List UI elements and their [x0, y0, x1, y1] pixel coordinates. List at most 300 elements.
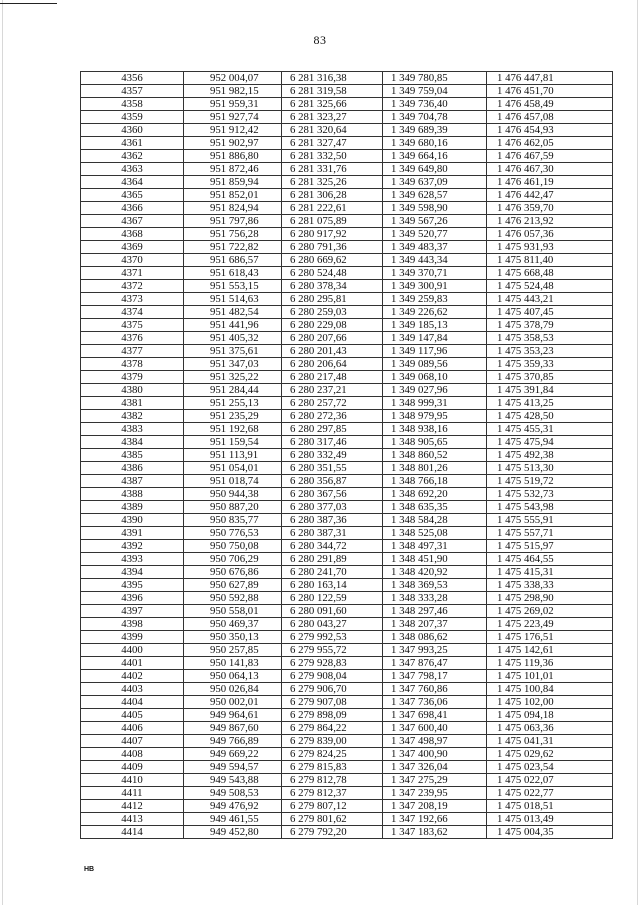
table-row	[81, 85, 613, 98]
x-coordinate-cell: 952 004,07	[184, 72, 282, 85]
x2-coordinate-cell: 1 349 520,77	[383, 228, 487, 241]
x-coordinate-cell: 949 594,57	[184, 761, 282, 774]
table-row	[81, 111, 613, 124]
table-row	[81, 566, 613, 579]
y2-coordinate-cell: 1 475 022,77	[487, 787, 613, 800]
point-number-cell: 4392	[81, 540, 184, 553]
x-coordinate-cell: 951 553,15	[184, 280, 282, 293]
x2-coordinate-cell: 1 348 999,31	[383, 397, 487, 410]
table-row	[81, 787, 613, 800]
point-number-cell: 4378	[81, 358, 184, 371]
x-coordinate-cell: 951 797,86	[184, 215, 282, 228]
y2-coordinate-cell: 1 475 513,30	[487, 462, 613, 475]
y-coordinate-cell: 6 279 864,22	[282, 722, 383, 735]
x-coordinate-cell: 951 347,03	[184, 358, 282, 371]
x-coordinate-cell: 950 026,84	[184, 683, 282, 696]
table-row	[81, 774, 613, 787]
point-number-cell: 4408	[81, 748, 184, 761]
x-coordinate-cell: 951 235,29	[184, 410, 282, 423]
point-number-cell: 4401	[81, 657, 184, 670]
y-coordinate-cell: 6 280 207,66	[282, 332, 383, 345]
x2-coordinate-cell: 1 349 637,09	[383, 176, 487, 189]
x-coordinate-cell: 950 558,01	[184, 605, 282, 618]
point-number-cell: 4403	[81, 683, 184, 696]
x2-coordinate-cell: 1 348 692,20	[383, 488, 487, 501]
x2-coordinate-cell: 1 349 664,16	[383, 150, 487, 163]
x-coordinate-cell: 951 886,80	[184, 150, 282, 163]
y2-coordinate-cell: 1 475 378,79	[487, 319, 613, 332]
x2-coordinate-cell: 1 347 760,86	[383, 683, 487, 696]
y-coordinate-cell: 6 280 229,08	[282, 319, 383, 332]
y-coordinate-cell: 6 280 291,89	[282, 553, 383, 566]
x-coordinate-cell: 950 706,29	[184, 553, 282, 566]
y-coordinate-cell: 6 281 325,26	[282, 176, 383, 189]
y-coordinate-cell: 6 281 325,66	[282, 98, 383, 111]
point-number-cell: 4414	[81, 826, 184, 839]
table-row	[81, 813, 613, 826]
y2-coordinate-cell: 1 475 013,49	[487, 813, 613, 826]
y2-coordinate-cell: 1 476 451,70	[487, 85, 613, 98]
x-coordinate-cell: 951 982,15	[184, 85, 282, 98]
table-row	[81, 800, 613, 813]
point-number-cell: 4384	[81, 436, 184, 449]
table-row	[81, 98, 613, 111]
point-number-cell: 4393	[81, 553, 184, 566]
x-coordinate-cell: 951 514,63	[184, 293, 282, 306]
y-coordinate-cell: 6 280 091,60	[282, 605, 383, 618]
y2-coordinate-cell: 1 476 057,36	[487, 228, 613, 241]
table-row	[81, 358, 613, 371]
x2-coordinate-cell: 1 348 333,28	[383, 592, 487, 605]
x-coordinate-cell: 951 852,01	[184, 189, 282, 202]
table-row	[81, 527, 613, 540]
x2-coordinate-cell: 1 349 443,34	[383, 254, 487, 267]
table-row	[81, 579, 613, 592]
y2-coordinate-cell: 1 475 811,40	[487, 254, 613, 267]
x2-coordinate-cell: 1 348 635,35	[383, 501, 487, 514]
x-coordinate-cell: 951 405,32	[184, 332, 282, 345]
x2-coordinate-cell: 1 347 600,40	[383, 722, 487, 735]
x-coordinate-cell: 950 627,89	[184, 579, 282, 592]
y2-coordinate-cell: 1 475 094,18	[487, 709, 613, 722]
point-number-cell: 4371	[81, 267, 184, 280]
table-row	[81, 683, 613, 696]
y2-coordinate-cell: 1 476 213,92	[487, 215, 613, 228]
x-coordinate-cell: 950 944,38	[184, 488, 282, 501]
point-number-cell: 4388	[81, 488, 184, 501]
y2-coordinate-cell: 1 475 102,00	[487, 696, 613, 709]
x-coordinate-cell: 949 476,92	[184, 800, 282, 813]
table-row	[81, 176, 613, 189]
point-number-cell: 4409	[81, 761, 184, 774]
x-coordinate-cell: 949 867,60	[184, 722, 282, 735]
x-coordinate-cell: 951 959,31	[184, 98, 282, 111]
x-coordinate-cell: 951 722,82	[184, 241, 282, 254]
y2-coordinate-cell: 1 475 142,61	[487, 644, 613, 657]
x2-coordinate-cell: 1 347 239,95	[383, 787, 487, 800]
page-number: 83	[313, 33, 327, 47]
y-coordinate-cell: 6 280 367,56	[282, 488, 383, 501]
point-number-cell: 4391	[81, 527, 184, 540]
point-number-cell: 4368	[81, 228, 184, 241]
table-row	[81, 124, 613, 137]
x-coordinate-cell: 951 054,01	[184, 462, 282, 475]
y-coordinate-cell: 6 281 075,89	[282, 215, 383, 228]
point-number-cell: 4363	[81, 163, 184, 176]
y2-coordinate-cell: 1 475 931,93	[487, 241, 613, 254]
table-row	[81, 644, 613, 657]
y2-coordinate-cell: 1 475 176,51	[487, 631, 613, 644]
x-coordinate-cell: 950 141,83	[184, 657, 282, 670]
x-coordinate-cell: 951 859,94	[184, 176, 282, 189]
x-coordinate-cell: 950 002,01	[184, 696, 282, 709]
y2-coordinate-cell: 1 475 223,49	[487, 618, 613, 631]
x-coordinate-cell: 950 257,85	[184, 644, 282, 657]
x2-coordinate-cell: 1 349 680,16	[383, 137, 487, 150]
x-coordinate-cell: 949 508,53	[184, 787, 282, 800]
point-number-cell: 4361	[81, 137, 184, 150]
x-coordinate-cell: 951 255,13	[184, 397, 282, 410]
point-number-cell: 4385	[81, 449, 184, 462]
y-coordinate-cell: 6 280 669,62	[282, 254, 383, 267]
point-number-cell: 4404	[81, 696, 184, 709]
y-coordinate-cell: 6 279 839,00	[282, 735, 383, 748]
y2-coordinate-cell: 1 475 543,98	[487, 501, 613, 514]
y-coordinate-cell: 6 279 807,12	[282, 800, 383, 813]
y-coordinate-cell: 6 281 320,64	[282, 124, 383, 137]
x2-coordinate-cell: 1 349 649,80	[383, 163, 487, 176]
y-coordinate-cell: 6 281 316,38	[282, 72, 383, 85]
x2-coordinate-cell: 1 348 938,16	[383, 423, 487, 436]
table-row	[81, 163, 613, 176]
x2-coordinate-cell: 1 347 876,47	[383, 657, 487, 670]
y2-coordinate-cell: 1 475 119,36	[487, 657, 613, 670]
point-number-cell: 4381	[81, 397, 184, 410]
table-row	[81, 267, 613, 280]
y-coordinate-cell: 6 280 217,48	[282, 371, 383, 384]
y-coordinate-cell: 6 280 524,48	[282, 267, 383, 280]
table-row	[81, 137, 613, 150]
y2-coordinate-cell: 1 475 668,48	[487, 267, 613, 280]
y-coordinate-cell: 6 280 377,03	[282, 501, 383, 514]
x2-coordinate-cell: 1 347 400,90	[383, 748, 487, 761]
x-coordinate-cell: 951 113,91	[184, 449, 282, 462]
y-coordinate-cell: 6 281 319,58	[282, 85, 383, 98]
point-number-cell: 4369	[81, 241, 184, 254]
x-coordinate-cell: 949 669,22	[184, 748, 282, 761]
point-number-cell: 4380	[81, 384, 184, 397]
x-coordinate-cell: 950 750,08	[184, 540, 282, 553]
x2-coordinate-cell: 1 349 117,96	[383, 345, 487, 358]
x-coordinate-cell: 951 902,97	[184, 137, 282, 150]
y-coordinate-cell: 6 280 317,46	[282, 436, 383, 449]
y2-coordinate-cell: 1 475 555,91	[487, 514, 613, 527]
x2-coordinate-cell: 1 349 185,13	[383, 319, 487, 332]
x2-coordinate-cell: 1 347 698,41	[383, 709, 487, 722]
table-row	[81, 761, 613, 774]
scan-left-edge	[2, 0, 3, 905]
point-number-cell: 4382	[81, 410, 184, 423]
x-coordinate-cell: 950 592,88	[184, 592, 282, 605]
y2-coordinate-cell: 1 475 101,01	[487, 670, 613, 683]
table-row	[81, 306, 613, 319]
y-coordinate-cell: 6 279 812,78	[282, 774, 383, 787]
x-coordinate-cell: 951 872,46	[184, 163, 282, 176]
table-row	[81, 293, 613, 306]
x2-coordinate-cell: 1 348 860,52	[383, 449, 487, 462]
y-coordinate-cell: 6 281 323,27	[282, 111, 383, 124]
y2-coordinate-cell: 1 475 338,33	[487, 579, 613, 592]
x2-coordinate-cell: 1 349 689,39	[383, 124, 487, 137]
point-number-cell: 4377	[81, 345, 184, 358]
x2-coordinate-cell: 1 348 584,28	[383, 514, 487, 527]
point-number-cell: 4370	[81, 254, 184, 267]
y-coordinate-cell: 6 279 928,83	[282, 657, 383, 670]
x-coordinate-cell: 950 676,86	[184, 566, 282, 579]
x2-coordinate-cell: 1 347 498,97	[383, 735, 487, 748]
y-coordinate-cell: 6 281 327,47	[282, 137, 383, 150]
point-number-cell: 4407	[81, 735, 184, 748]
table-row	[81, 202, 613, 215]
x-coordinate-cell: 949 766,89	[184, 735, 282, 748]
table-row	[81, 332, 613, 345]
table-row	[81, 631, 613, 644]
point-number-cell: 4413	[81, 813, 184, 826]
y-coordinate-cell: 6 279 898,09	[282, 709, 383, 722]
y2-coordinate-cell: 1 475 515,97	[487, 540, 613, 553]
x2-coordinate-cell: 1 349 370,71	[383, 267, 487, 280]
table-row	[81, 436, 613, 449]
y-coordinate-cell: 6 280 356,87	[282, 475, 383, 488]
point-number-cell: 4406	[81, 722, 184, 735]
x-coordinate-cell: 951 618,43	[184, 267, 282, 280]
y-coordinate-cell: 6 280 237,21	[282, 384, 383, 397]
table-row	[81, 189, 613, 202]
y2-coordinate-cell: 1 475 018,51	[487, 800, 613, 813]
y2-coordinate-cell: 1 475 428,50	[487, 410, 613, 423]
x-coordinate-cell: 951 325,22	[184, 371, 282, 384]
y-coordinate-cell: 6 280 257,72	[282, 397, 383, 410]
x-coordinate-cell: 950 064,13	[184, 670, 282, 683]
table-row	[81, 605, 613, 618]
x-coordinate-cell: 951 756,28	[184, 228, 282, 241]
point-number-cell: 4386	[81, 462, 184, 475]
y-coordinate-cell: 6 280 332,49	[282, 449, 383, 462]
point-number-cell: 4362	[81, 150, 184, 163]
y2-coordinate-cell: 1 475 464,55	[487, 553, 613, 566]
y-coordinate-cell: 6 279 955,72	[282, 644, 383, 657]
x-coordinate-cell: 951 159,54	[184, 436, 282, 449]
x2-coordinate-cell: 1 349 226,62	[383, 306, 487, 319]
table-row	[81, 826, 613, 839]
y-coordinate-cell: 6 281 306,28	[282, 189, 383, 202]
table-row	[81, 618, 613, 631]
y-coordinate-cell: 6 280 122,59	[282, 592, 383, 605]
x2-coordinate-cell: 1 347 208,19	[383, 800, 487, 813]
table-row	[81, 657, 613, 670]
y-coordinate-cell: 6 280 344,72	[282, 540, 383, 553]
y2-coordinate-cell: 1 475 475,94	[487, 436, 613, 449]
x2-coordinate-cell: 1 347 798,17	[383, 670, 487, 683]
y2-coordinate-cell: 1 475 519,72	[487, 475, 613, 488]
point-number-cell: 4405	[81, 709, 184, 722]
y-coordinate-cell: 6 280 387,31	[282, 527, 383, 540]
y2-coordinate-cell: 1 476 447,81	[487, 72, 613, 85]
y2-coordinate-cell: 1 475 022,07	[487, 774, 613, 787]
point-number-cell: 4400	[81, 644, 184, 657]
x2-coordinate-cell: 1 348 369,53	[383, 579, 487, 592]
x2-coordinate-cell: 1 349 567,26	[383, 215, 487, 228]
y-coordinate-cell: 6 279 906,70	[282, 683, 383, 696]
x-coordinate-cell: 951 824,94	[184, 202, 282, 215]
x2-coordinate-cell: 1 348 497,31	[383, 540, 487, 553]
y2-coordinate-cell: 1 475 455,31	[487, 423, 613, 436]
x-coordinate-cell: 951 441,96	[184, 319, 282, 332]
point-number-cell: 4411	[81, 787, 184, 800]
y2-coordinate-cell: 1 475 353,23	[487, 345, 613, 358]
x-coordinate-cell: 950 835,77	[184, 514, 282, 527]
x2-coordinate-cell: 1 349 147,84	[383, 332, 487, 345]
point-number-cell: 4379	[81, 371, 184, 384]
x2-coordinate-cell: 1 348 979,95	[383, 410, 487, 423]
y2-coordinate-cell: 1 475 443,21	[487, 293, 613, 306]
table-row	[81, 72, 613, 85]
point-number-cell: 4364	[81, 176, 184, 189]
table-row	[81, 592, 613, 605]
y-coordinate-cell: 6 279 812,37	[282, 787, 383, 800]
x-coordinate-cell: 949 461,55	[184, 813, 282, 826]
table-row	[81, 371, 613, 384]
y-coordinate-cell: 6 280 241,70	[282, 566, 383, 579]
x2-coordinate-cell: 1 348 451,90	[383, 553, 487, 566]
coordinates-table-body	[81, 72, 613, 839]
point-number-cell: 4402	[81, 670, 184, 683]
table-row	[81, 514, 613, 527]
y2-coordinate-cell: 1 475 407,45	[487, 306, 613, 319]
x2-coordinate-cell: 1 348 525,08	[383, 527, 487, 540]
y-coordinate-cell: 6 281 222,61	[282, 202, 383, 215]
y2-coordinate-cell: 1 475 492,38	[487, 449, 613, 462]
y2-coordinate-cell: 1 475 269,02	[487, 605, 613, 618]
x2-coordinate-cell: 1 349 736,40	[383, 98, 487, 111]
x2-coordinate-cell: 1 347 993,25	[383, 644, 487, 657]
y2-coordinate-cell: 1 475 358,53	[487, 332, 613, 345]
x2-coordinate-cell: 1 347 326,04	[383, 761, 487, 774]
x-coordinate-cell: 949 964,61	[184, 709, 282, 722]
x2-coordinate-cell: 1 349 759,04	[383, 85, 487, 98]
y2-coordinate-cell: 1 476 458,49	[487, 98, 613, 111]
y-coordinate-cell: 6 279 792,20	[282, 826, 383, 839]
footer-code: HB	[84, 866, 95, 873]
point-number-cell: 4373	[81, 293, 184, 306]
x2-coordinate-cell: 1 349 598,90	[383, 202, 487, 215]
y-coordinate-cell: 6 280 297,85	[282, 423, 383, 436]
y2-coordinate-cell: 1 475 023,54	[487, 761, 613, 774]
point-number-cell: 4410	[81, 774, 184, 787]
x-coordinate-cell: 951 482,54	[184, 306, 282, 319]
x-coordinate-cell: 949 543,88	[184, 774, 282, 787]
y-coordinate-cell: 6 279 801,62	[282, 813, 383, 826]
point-number-cell: 4389	[81, 501, 184, 514]
x2-coordinate-cell: 1 348 905,65	[383, 436, 487, 449]
point-number-cell: 4356	[81, 72, 184, 85]
table-row	[81, 501, 613, 514]
point-number-cell: 4399	[81, 631, 184, 644]
point-number-cell: 4395	[81, 579, 184, 592]
table-row	[81, 696, 613, 709]
x-coordinate-cell: 950 887,20	[184, 501, 282, 514]
x2-coordinate-cell: 1 349 068,10	[383, 371, 487, 384]
table-row	[81, 410, 613, 423]
y-coordinate-cell: 6 280 378,34	[282, 280, 383, 293]
table-row	[81, 345, 613, 358]
y2-coordinate-cell: 1 476 359,70	[487, 202, 613, 215]
x2-coordinate-cell: 1 348 420,92	[383, 566, 487, 579]
y2-coordinate-cell: 1 475 524,48	[487, 280, 613, 293]
x-coordinate-cell: 951 192,68	[184, 423, 282, 436]
y-coordinate-cell: 6 280 917,92	[282, 228, 383, 241]
x2-coordinate-cell: 1 349 483,37	[383, 241, 487, 254]
table-row	[81, 748, 613, 761]
y2-coordinate-cell: 1 475 415,31	[487, 566, 613, 579]
point-number-cell: 4372	[81, 280, 184, 293]
table-row	[81, 254, 613, 267]
table-row	[81, 553, 613, 566]
table-row	[81, 228, 613, 241]
header-rule	[0, 3, 57, 4]
y2-coordinate-cell: 1 476 462,05	[487, 137, 613, 150]
y-coordinate-cell: 6 279 815,83	[282, 761, 383, 774]
point-number-cell: 4359	[81, 111, 184, 124]
table-row	[81, 475, 613, 488]
x2-coordinate-cell: 1 349 259,83	[383, 293, 487, 306]
y2-coordinate-cell: 1 475 557,71	[487, 527, 613, 540]
point-number-cell: 4374	[81, 306, 184, 319]
y-coordinate-cell: 6 279 992,53	[282, 631, 383, 644]
x-coordinate-cell: 951 375,61	[184, 345, 282, 358]
table-row	[81, 423, 613, 436]
x2-coordinate-cell: 1 347 275,29	[383, 774, 487, 787]
y2-coordinate-cell: 1 475 063,36	[487, 722, 613, 735]
x2-coordinate-cell: 1 349 780,85	[383, 72, 487, 85]
y-coordinate-cell: 6 280 259,03	[282, 306, 383, 319]
y-coordinate-cell: 6 280 272,36	[282, 410, 383, 423]
table-row	[81, 397, 613, 410]
table-row	[81, 449, 613, 462]
point-number-cell: 4367	[81, 215, 184, 228]
x2-coordinate-cell: 1 348 297,46	[383, 605, 487, 618]
y2-coordinate-cell: 1 476 467,30	[487, 163, 613, 176]
y2-coordinate-cell: 1 476 461,19	[487, 176, 613, 189]
table-row	[81, 540, 613, 553]
point-number-cell: 4383	[81, 423, 184, 436]
table-row	[81, 150, 613, 163]
y2-coordinate-cell: 1 476 442,47	[487, 189, 613, 202]
coordinates-table	[80, 71, 613, 839]
table-row	[81, 384, 613, 397]
y2-coordinate-cell: 1 475 004,35	[487, 826, 613, 839]
y-coordinate-cell: 6 280 201,43	[282, 345, 383, 358]
point-number-cell: 4396	[81, 592, 184, 605]
table-row	[81, 488, 613, 501]
point-number-cell: 4365	[81, 189, 184, 202]
y-coordinate-cell: 6 281 332,50	[282, 150, 383, 163]
x2-coordinate-cell: 1 349 704,78	[383, 111, 487, 124]
y2-coordinate-cell: 1 476 467,59	[487, 150, 613, 163]
y2-coordinate-cell: 1 475 370,85	[487, 371, 613, 384]
scan-right-edge	[637, 0, 638, 905]
point-number-cell: 4387	[81, 475, 184, 488]
